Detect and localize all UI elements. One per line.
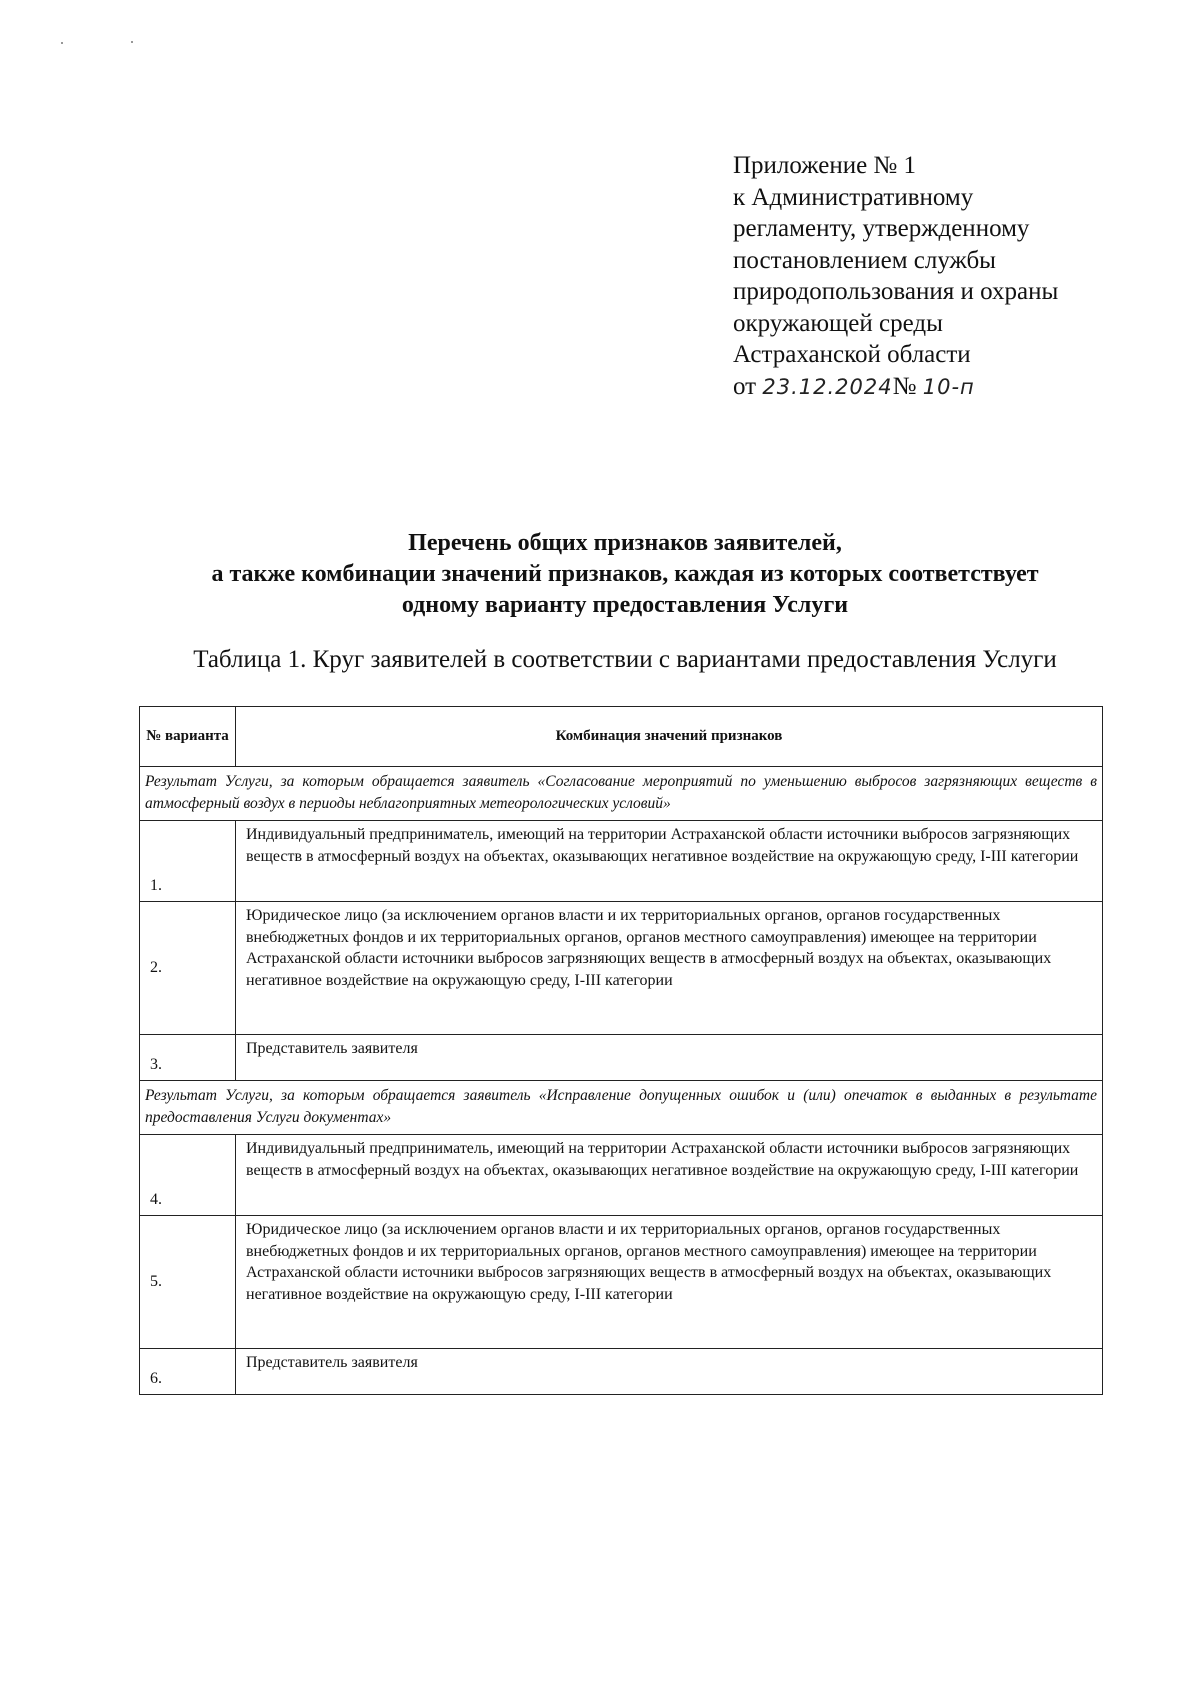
title-line: Перечень общих признаков заявителей, <box>408 530 842 556</box>
section-row <box>140 767 1103 821</box>
table-row <box>140 1216 1103 1349</box>
appendix-line: Приложение № 1 <box>733 152 917 179</box>
section-row <box>140 1081 1103 1135</box>
table-row <box>140 1135 1103 1216</box>
table-row <box>140 1349 1103 1395</box>
title-line: одному варианту предоставления Услуги <box>401 592 849 618</box>
variant-number: 5. <box>140 1216 236 1349</box>
table-caption: Таблица 1. Круг заявителей в соответствии с вариантами предоставления Услуги <box>193 646 1057 673</box>
document-title <box>120 528 1130 621</box>
variant-description: Юридическое лицо (за исключением органов власти и их территориальных органов, органов государственных внебюджетных фондов и их территориальных органов, органов местного самоуправления) имеющее на территории Астраханской области источники выбросов загрязняющих веществ в атмосферный воздух на объектах, оказывающих негативное воздействие на окружающую среду, I-III категории <box>236 1216 1103 1349</box>
result-section-text: Результат Услуги, за которым обращается заявитель «Исправление допущенных ошибок и (или) опечаток в выданных в результате предоставления Услуги документах» <box>140 1081 1103 1135</box>
handwritten-date: 23.12.2024 <box>762 374 893 399</box>
variants-table <box>139 706 1103 1395</box>
variant-number: 1. <box>140 821 236 902</box>
table-row <box>140 821 1103 902</box>
handwritten-number: 10-п <box>922 374 975 399</box>
variant-description: Представитель заявителя <box>236 1035 1103 1081</box>
variant-number: 6. <box>140 1349 236 1395</box>
appendix-date-line <box>733 371 1153 404</box>
appendix-line: постановлением службы <box>733 246 996 274</box>
appendix-line: природопользования и охраны <box>733 278 1059 305</box>
appendix-line: окружающей среды <box>733 309 943 337</box>
appendix-line: Астраханской области <box>733 341 971 368</box>
header-combination: Комбинация значений признаков <box>236 707 1103 767</box>
number-sign: № <box>892 372 917 400</box>
variant-number: 3. <box>140 1035 236 1081</box>
scan-speck <box>131 41 133 43</box>
table-row <box>140 902 1103 1035</box>
variant-description: Представитель заявителя <box>236 1349 1103 1395</box>
appendix-block <box>733 150 1153 403</box>
scan-speck <box>61 42 63 44</box>
date-prefix: от <box>733 372 757 400</box>
appendix-line: регламенту, утвержденному <box>733 215 1030 242</box>
variant-number: 4. <box>140 1135 236 1216</box>
appendix-line: к Административному <box>733 183 974 211</box>
variant-number: 2. <box>140 902 236 1035</box>
variant-description: Индивидуальный предприниматель, имеющий на территории Астраханской области источники выбросов загрязняющих веществ в атмосферный воздух на объектах, оказывающих негативное воздействие на окружающую среду, I-III категории <box>236 821 1103 902</box>
variant-description: Индивидуальный предприниматель, имеющий на территории Астраханской области источники выбросов загрязняющих веществ в атмосферный воздух на объектах, оказывающих негативное воздействие на окружающую среду, I-III категории <box>236 1135 1103 1216</box>
title-line: а также комбинации значений признаков, каждая из которых соответствует <box>211 561 1039 587</box>
table-row <box>140 1035 1103 1081</box>
table-header-row <box>140 707 1103 767</box>
header-variant-number: № варианта <box>140 707 236 767</box>
result-section-text: Результат Услуги, за которым обращается заявитель «Согласование мероприятий по уменьшению выбросов загрязняющих веществ в атмосферный воздух в периоды неблагоприятных метеорологических условий» <box>140 767 1103 821</box>
variant-description: Юридическое лицо (за исключением органов власти и их территориальных органов, органов государственных внебюджетных фондов и их территориальных органов, органов местного самоуправления) имеющее на территории Астраханской области источники выбросов загрязняющих веществ в атмосферный воздух на объектах, оказывающих негативное воздействие на окружающую среду, I-III категории <box>236 902 1103 1035</box>
